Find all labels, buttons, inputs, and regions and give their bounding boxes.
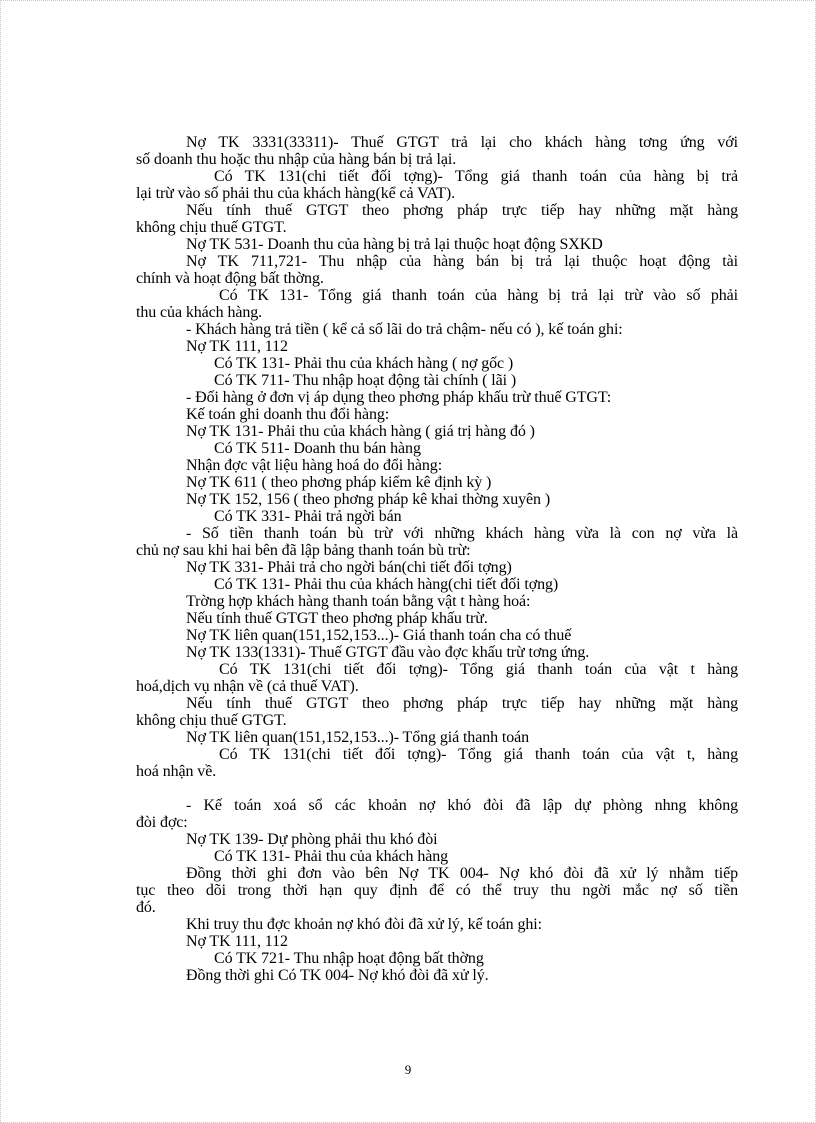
text-line: Đồng thời ghi đơn vào bên Nợ TK 004- Nợ khó đòi đã xử lý nhằm tiếp: [186, 865, 738, 882]
text-line: chính và hoạt động bất thờng.: [136, 270, 324, 287]
text-line: Nợ TK 111, 112: [186, 338, 288, 355]
text-line: Nợ TK liên quan(151,152,153...)- Giá thanh toán cha có thuế: [186, 627, 572, 644]
text-line: Nợ TK 139- Dự phòng phải thu khó đòi: [186, 831, 438, 848]
text-line: tục theo dõi trong thời hạn quy định để có thể truy thu ngời mắc nợ số tiền: [136, 882, 738, 899]
text-line: Kế toán ghi doanh thu đổi hàng:: [186, 406, 390, 423]
document-body: [136, 134, 738, 984]
text-line: Nợ TK 131- Phải thu của khách hàng ( giá trị hàng đó ): [186, 423, 535, 440]
text-line: đòi đợc:: [136, 814, 188, 831]
text-line: Nợ TK liên quan(151,152,153...)- Tổng giá thanh toán: [186, 729, 530, 746]
text-line: Nợ TK 711,721- Thu nhập của hàng bán bị trả lại thuộc hoạt động tài: [186, 253, 738, 270]
text-line: Nợ TK 531- Doanh thu của hàng bị trả lại thuộc hoạt động SXKD: [186, 236, 603, 253]
text-line: Trờng hợp khách hàng thanh toán bằng vật t hàng hoá:: [186, 593, 531, 610]
text-line: không chịu thuế GTGT.: [136, 712, 287, 729]
text-line: Đồng thời ghi Có TK 004- Nợ khó đòi đã xử lý.: [186, 967, 489, 984]
text-line: Có TK 131(chi tiết đối tợng)- Tổng giá thanh toán của vật t hàng: [219, 661, 738, 678]
text-line: Khi truy thu đợc khoản nợ khó đòi đã xử lý, kế toán ghi:: [186, 916, 542, 933]
text-line: Có TK 131(chi tiết đối tợng)- Tổng giá thanh toán của hàng bị trả: [214, 168, 738, 185]
text-line: Nợ TK 111, 112: [186, 933, 288, 950]
text-line: đó.: [136, 899, 156, 916]
text-line: Có TK 721- Thu nhập hoạt động bất thờng: [214, 950, 484, 967]
text-line: Có TK 131- Phải thu của khách hàng(chi tiết đối tợng): [214, 576, 559, 593]
text-line: chủ nợ sau khi hai bên đã lập bảng thanh toán bù trừ:: [136, 542, 471, 559]
text-line: - Khách hàng trả tiền ( kể cả số lãi do trả chậm- nếu có ), kế toán ghi:: [186, 321, 623, 338]
text-line: - Số tiền thanh toán bù trừ với những khách hàng vừa là con nợ vừa là: [186, 525, 738, 542]
text-line: Nợ TK 3331(33311)- Thuế GTGT trả lại cho khách hàng tơng ứng với: [186, 134, 738, 151]
text-line: Có TK 331- Phải trả ngời bán: [214, 508, 402, 525]
text-line: không chịu thuế GTGT.: [136, 219, 287, 236]
text-line: Nợ TK 611 ( theo phơng pháp kiểm kê định kỳ ): [186, 474, 492, 491]
text-line: hoá,dịch vụ nhận về (cả thuế VAT).: [136, 678, 359, 695]
text-line: Nếu tính thuế GTGT theo phơng pháp trực tiếp hay những mặt hàng: [186, 695, 738, 712]
text-line: Có TK 131- Tổng giá thanh toán của hàng bị trả lại trừ vào số phải: [219, 287, 738, 304]
text-line: Có TK 511- Doanh thu bán hàng: [214, 440, 421, 457]
text-line: lại trừ vào số phải thu của khách hàng(kể cả VAT).: [136, 185, 455, 202]
text-line: Nợ TK 152, 156 ( theo phơng pháp kê khai thờng xuyên ): [186, 491, 551, 508]
text-line: - Kế toán xoá sổ các khoản nợ khó đòi đã lập dự phòng nhng không: [186, 797, 738, 814]
text-line: Nếu tính thuế GTGT theo phơng pháp trực tiếp hay những mặt hàng: [186, 202, 738, 219]
text-line: Nhận đợc vật liệu hàng hoá do đổi hàng:: [186, 457, 443, 474]
blank-line: [136, 780, 738, 797]
text-line: Có TK 131(chi tiết đối tợng)- Tổng giá thanh toán của vật t, hàng: [219, 746, 738, 763]
text-line: Nếu tính thuế GTGT theo phơng pháp khấu trừ.: [186, 610, 488, 627]
text-line: số doanh thu hoặc thu nhập của hàng bán bị trả lại.: [136, 151, 457, 168]
text-line: Có TK 131- Phải thu của khách hàng ( nợ gốc ): [214, 355, 514, 372]
page-number: 9: [404, 1062, 412, 1077]
text-line: - Đối hàng ở đơn vị áp dụng theo phơng pháp khấu trừ thuế GTGT:: [186, 389, 612, 406]
text-line: thu của khách hàng.: [136, 304, 263, 321]
text-line: Có TK 131- Phải thu của khách hàng: [214, 848, 449, 865]
text-line: Nợ TK 133(1331)- Thuế GTGT đầu vào đợc khấu trừ tơng ứng.: [186, 644, 590, 661]
text-line: hoá nhận về.: [136, 763, 217, 780]
text-line: Có TK 711- Thu nhập hoạt động tài chính ( lãi ): [214, 372, 517, 389]
text-line: Nợ TK 331- Phải trả cho ngời bán(chi tiết đối tợng): [186, 559, 512, 576]
